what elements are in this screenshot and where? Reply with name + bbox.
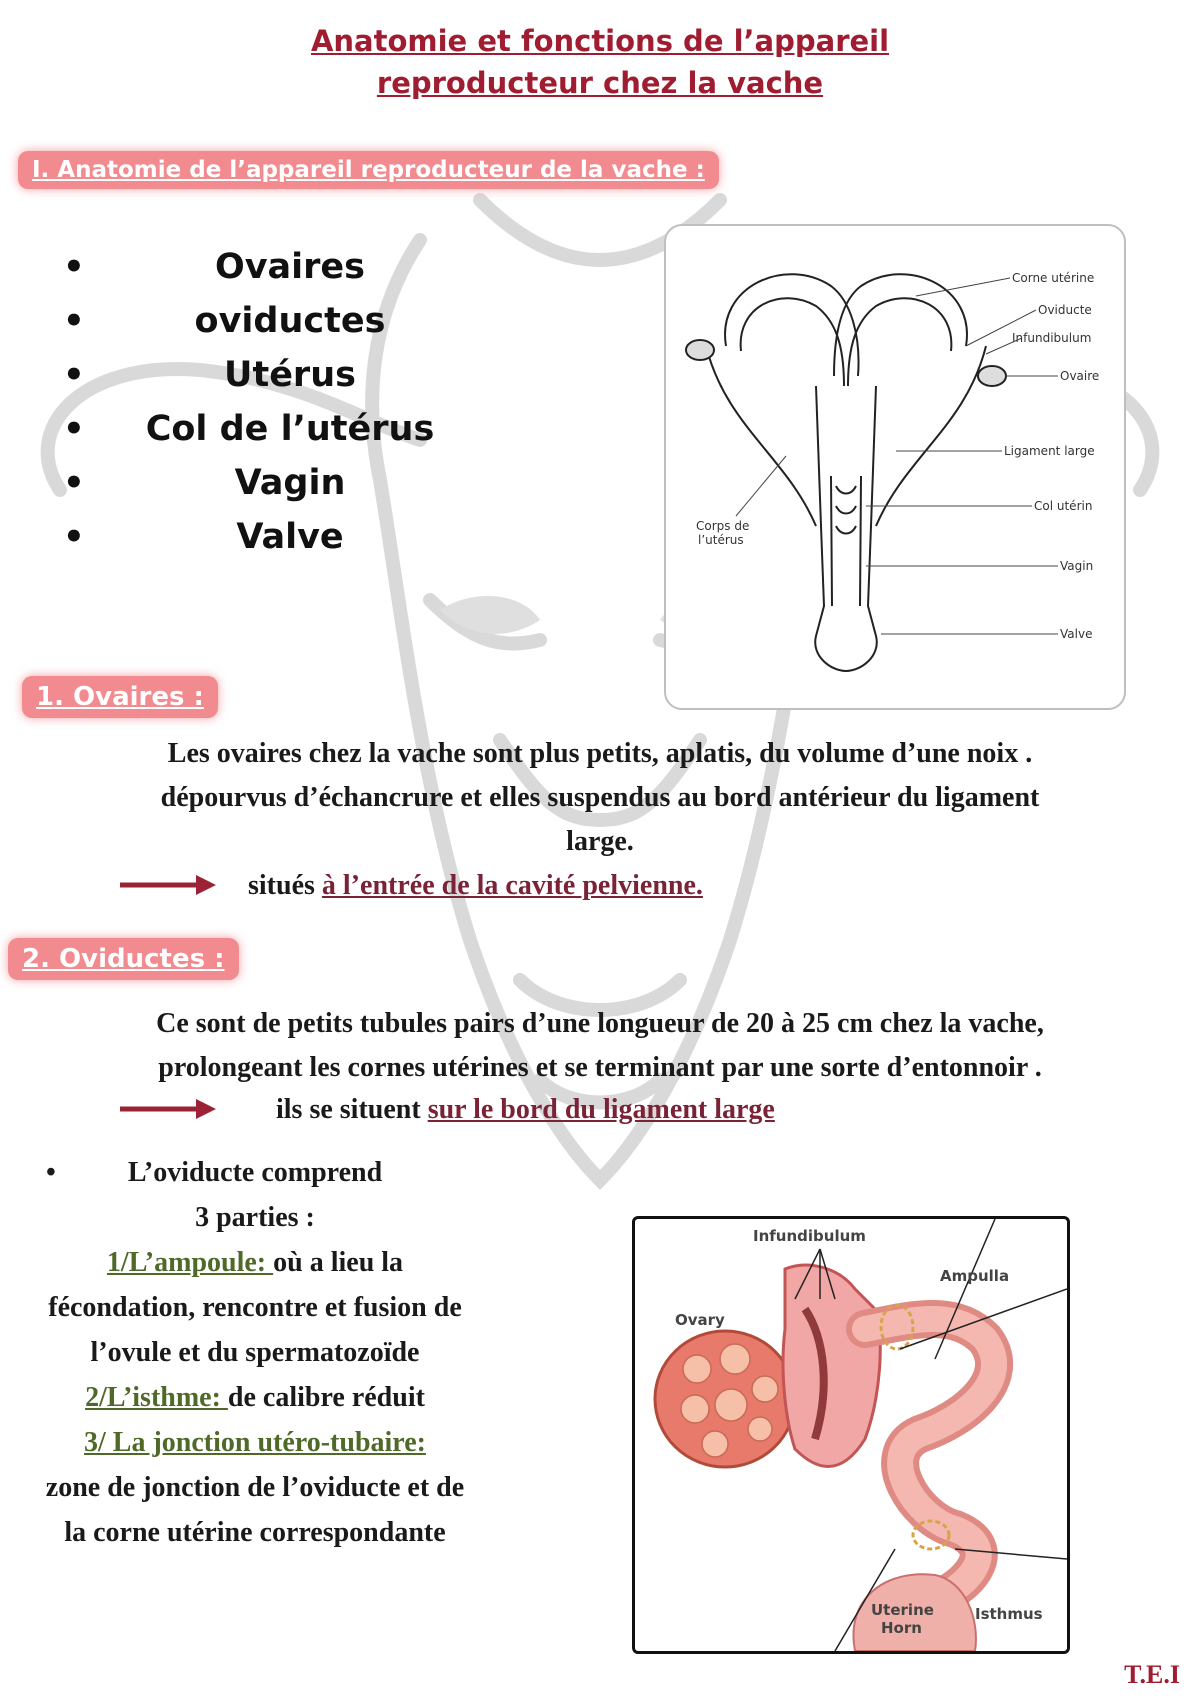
label-uterine-2: Horn [881,1619,922,1637]
part-ampoule-label: 1/L’ampoule: [106,1247,274,1278]
ovaires-situation [248,864,703,908]
label-ovaire: Ovaire [1060,369,1100,383]
page-title-line2: reproducteur chez la vache [376,66,824,100]
label-ligament-large: Ligament large [1004,444,1095,458]
part-isthme [40,1375,470,1420]
part-jonction-label: 3/ La jonction utéro-tubaire: [84,1427,426,1458]
part-jonction-text: zone de jonction de l’oviducte et de la corne utérine correspondante [45,1472,465,1548]
ovaires-line2: dépourvus d’échancrure et elles suspendus au bord antérieur du ligament [160,782,1040,813]
ovaires-situation-prefix: situés [248,870,322,901]
organ-list-item: • Ovaires [55,240,455,294]
ovaires-line1: Les ovaires chez la vache sont plus petits, aplatis, du volume d’une noix . [167,738,1033,769]
organ-list-item: • Vagin [55,456,455,510]
ovaires-situation-link: à l’entrée de la cavité pelvienne. [321,870,703,901]
oviductes-situation [276,1088,775,1132]
label-ampulla: Ampulla [940,1267,1010,1285]
page-title-line1: Anatomie et fonctions de l’appareil [310,24,890,58]
organ-list-item: • Utérus [55,348,455,402]
label-corps-uterus-2: l’utérus [698,533,744,547]
ovaires-line3: large. [566,826,634,857]
oviductes-situation-prefix: ils se situent [276,1094,428,1125]
oviduct-figure [632,1216,1070,1654]
oviductes-line1: Ce sont de petits tubules pairs d’une longueur de 20 à 25 cm chez la vache, [156,1008,1044,1039]
parts-intro-line1: L’oviducte comprend [127,1157,383,1188]
label-isthmus: Isthmus [975,1605,1043,1623]
label-valve: Valve [1060,627,1093,641]
reproductive-tract-diagram [666,226,1124,708]
part-isthme-text: de calibre réduit [227,1382,425,1413]
section1-heading: I. Anatomie de l’appareil reproducteur de la vache : [18,151,719,189]
label-infundibulum-2: Infundibulum [753,1227,866,1245]
label-uterine-1: Uterine [871,1601,934,1619]
parts-intro-line2: 3 parties : [195,1202,315,1233]
bullet-icon: • [46,1157,56,1188]
part-isthme-label: 2/L’isthme: [85,1382,228,1413]
label-col-uterin: Col utérin [1034,499,1093,513]
organ-list-item: • Valve [55,510,455,564]
part-ampoule [40,1240,470,1375]
footer-signature: T.E.I [1124,1660,1180,1689]
oviductes-heading: 2. Oviductes : [8,938,239,980]
oviductes-situation-link: sur le bord du ligament large [427,1094,775,1125]
organ-list-item: • oviductes [55,294,455,348]
parts-intro [40,1150,470,1195]
label-ovary: Ovary [675,1311,725,1329]
part-ampoule-text: où a lieu la fécondation, rencontre et fusion de l’ovule et du spermatozoïde [48,1247,462,1368]
oviductes-line2: prolongeant les cornes utérines et se terminant par une sorte d’entonnoir . [158,1052,1042,1083]
label-vagin: Vagin [1060,559,1094,573]
oviduct-parts [40,1150,470,1555]
label-corps-uterus-1: Corps de [696,519,750,533]
arrow-icon [118,872,218,898]
label-corne-uterine: Corne utérine [1012,271,1095,285]
label-oviducte: Oviducte [1038,303,1092,317]
oviduct-diagram [635,1219,1067,1651]
reproductive-tract-figure [664,224,1126,710]
label-infundibulum: Infundibulum [1012,331,1092,345]
organ-list-item: • Col de l’utérus [55,402,455,456]
organ-list [55,240,455,564]
arrow-icon [118,1096,218,1122]
ovaires-heading: 1. Ovaires : [22,676,218,718]
